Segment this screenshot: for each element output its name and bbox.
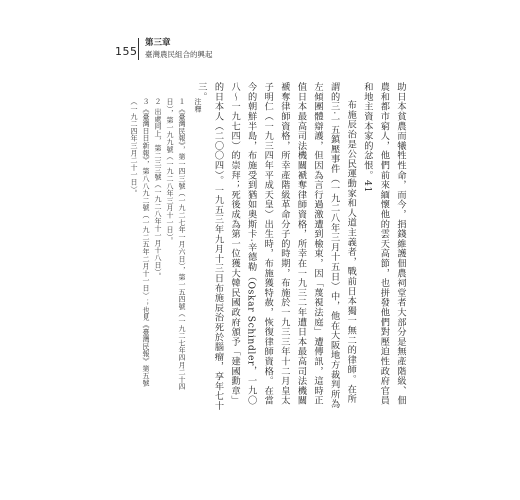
chapter-label: 第三章: [145, 38, 171, 48]
footnotes: [128, 98, 204, 398]
body-paragraph: 助日本貧農而犧牲性命，而今，捐錢維護佃農祠堂者大部分是無產階級、佃農和都市窮人，他們前來緬懷他的雲天高節，也拼發他們對壓迫性政府官員和地主資本家的忿恨。41: [361, 82, 406, 406]
note-item: ２ 出處同上，第二三三號（一九二八年十一月十八日）。: [154, 98, 162, 280]
notes-heading: 注釋: [194, 98, 202, 113]
body-text: [192, 82, 408, 412]
note-item: １《臺灣民報》，第一四三號（一九二七年一月六日），第一五四號（一九二七年四月二十四日），第一九九號（一九二八年三月十一日）。: [166, 98, 186, 391]
page-number: 155: [115, 45, 138, 58]
chapter-subtitle: 臺灣農民組合的興起: [145, 50, 213, 59]
note-item: ３《臺灣日日新報》，第八八九二號（一九二五年二月十一日）；也見《臺灣民報》第五號（一九二四年三月二十一日）。: [130, 98, 150, 387]
body-paragraph: 布施辰治是公民運動家和人道主義者，戰前日本獨一無二的律師。在所謂的三‧一五鎮壓事件（一九二八年三月十五日）中，他在大阪地方裁判所為左傾團體辯護，但因為言行過激遭到檢束，因「蔑視法庭」遭傳訊，這時正值日本最高司法機關褫奪律師資格，所幸在一九三二年遭日本最高司法機關褫奪律師資格，所幸產階級革命分子的時期，布施於一九三三年十二月皇太子明仁（一九三四年平成天皇）出生時，布施獲特赦，恢復律師資格。在當今的朝鮮半島，布施受到猶如奧斯卡‧辛德勒（Oskar Schindler，一九〇八～一九七四）的崇拜；死後成為第一位獲大韓民國政府頒予「建國勳章」的日本人（二〇〇四）。一九五三年九月十三日布施辰治死於腦瘤，享年七十三。: [195, 82, 357, 411]
running-header: [145, 38, 213, 60]
header-divider: [138, 38, 139, 60]
